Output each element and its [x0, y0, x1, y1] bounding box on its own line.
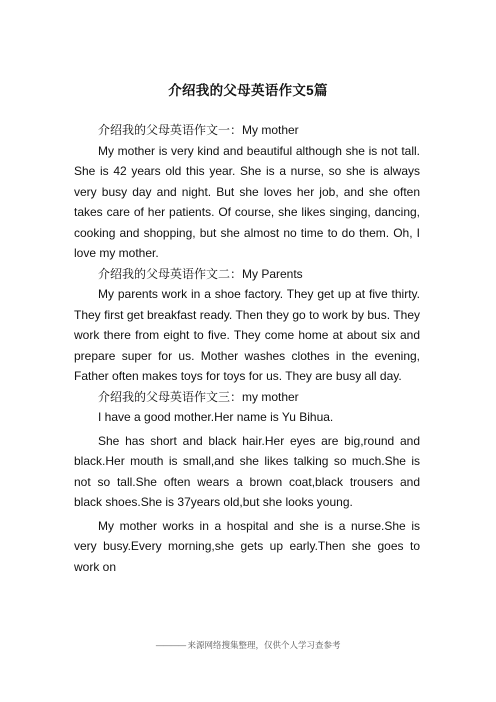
document-title: 介绍我的父母英语作文5篇 — [168, 83, 328, 98]
document-body — [74, 120, 420, 577]
section-heading-3: 介绍我的父母英语作文三：my mother — [98, 389, 299, 404]
section-2-paragraph-1: My parents work in a shoe factory. They get up at five thirty. They first get breakfast ready. Then they go to work by bus. They work there from eight to five. They come home at about six and prepare super for us. Mother washes clothes in the evening, Father often makes toys for toys for us. They are busy all day. — [74, 287, 420, 383]
footer-note: 来源网络搜集整理，仅供个人学习查参考 — [187, 641, 341, 651]
section-heading-1: 介绍我的父母英语作文一：My mother — [98, 123, 299, 137]
section-heading-2: 介绍我的父母英语作文二：My Parents — [98, 266, 303, 281]
section-3-paragraph-3: My mother works in a hospital and she is a nurse.She is very busy.Every morning,she gets up early.Then she goes to work on — [74, 518, 420, 574]
section-3-paragraph-2: She has short and black hair.Her eyes are big,round and black.Her mouth is small,and she likes talking so much.She is not so tall.She often wears a brown coat,black trousers and black shoes.She is 37years old,but she looks young. — [74, 433, 420, 509]
section-1-paragraph-1: My mother is very kind and beautiful although she is not tall. She is 42 years old this year. She is a nurse, so she is always very busy day and night. But she loves her job, and she often takes care of her patients. Of course, she likes singing, dancing, cooking and shopping, but she almost no time to do them. Oh, I love my mother. — [74, 143, 420, 260]
section-3-paragraph-1: I have a good mother.Her name is Yu Bihua. — [98, 410, 334, 424]
page-footer — [0, 639, 496, 651]
footer-rule: ———— — [155, 641, 186, 651]
